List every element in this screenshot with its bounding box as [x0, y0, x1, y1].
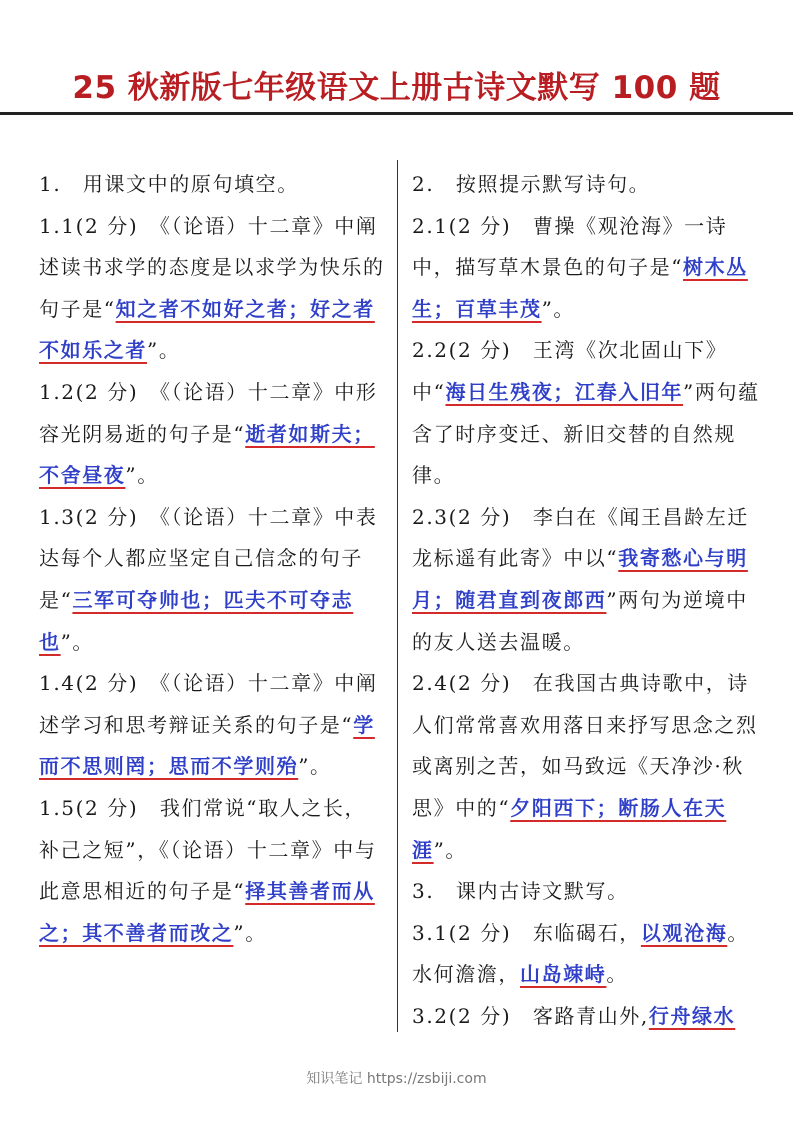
- question-2-2: [412, 330, 760, 496]
- question-2-1-answer: 树木丛生；百草丰茂: [412, 255, 748, 321]
- question-1-1-answer: 知之者不如好之者；好之者不如乐之者: [39, 296, 375, 363]
- question-3-1: [412, 913, 760, 996]
- question-1-1: [39, 206, 385, 372]
- title-underline-rule: [0, 112, 793, 115]
- question-2-3-suffix: ”两句为逆境中的友人送去温暖。: [412, 587, 748, 654]
- question-2-3: [412, 497, 760, 663]
- question-3-2-prompt: 3.2(2 分) 客路青山外,: [412, 1003, 649, 1028]
- question-1-4: [39, 663, 385, 788]
- column-divider: [397, 160, 398, 1032]
- question-3-1-answer-2: 山岛竦峙: [520, 962, 607, 987]
- question-3-1-prompt: 3.1(2 分) 东临碣石，: [412, 920, 641, 945]
- question-2-3-prompt: 2.3(2 分) 李白在《闻王昌龄左迁龙标遥有此寄》中以“: [412, 504, 749, 571]
- question-1-3: [39, 497, 385, 663]
- section-3-heading: 3. 课内古诗文默写。: [412, 879, 629, 904]
- right-column: [412, 164, 760, 1037]
- question-2-4-prompt: 2.4(2 分) 在我国古典诗歌中，诗人们常常喜欢用落日来抒写思念之烈或离别之苦，如马致远《天净沙·秋思》中的“: [412, 671, 758, 820]
- question-2-4: [412, 663, 760, 871]
- left-column: [39, 164, 385, 954]
- question-1-1-suffix: ”。: [147, 338, 181, 363]
- section-1-heading: 1. 用课文中的原句填空。: [39, 172, 299, 196]
- page-title: 25 秋新版七年级语文上册古诗文默写 100 题: [72, 70, 721, 106]
- question-1-2-answer: 逝者如斯夫；不舍昼夜: [39, 421, 375, 488]
- question-3-1-answer-1: 以观沧海: [640, 920, 728, 945]
- question-3-2-answer: 行舟绿水: [648, 1003, 736, 1028]
- question-1-1-prompt: 1.1(2 分) 《（论语）十二章》中阐述读书求学的态度是以求学为快乐的句子是“: [39, 213, 385, 321]
- question-1-2-suffix: ”。: [125, 463, 159, 488]
- footer-watermark: 知识笔记 https://zsbiji.com: [306, 1071, 487, 1087]
- question-2-1: [412, 206, 760, 331]
- question-1-5: [39, 788, 385, 954]
- question-2-2-prompt: 2.2(2 分) 王湾《次北固山下》中“: [412, 338, 728, 404]
- question-2-2-suffix: ”两句蕴含了时序变迁、新旧交替的自然规律。: [412, 379, 760, 488]
- question-2-3-answer: 我寄愁心与明月；随君直到夜郎西: [412, 546, 748, 612]
- question-1-4-answer: 学而不思则罔；思而不学则殆: [39, 712, 375, 779]
- question-2-1-suffix: ”。: [541, 296, 576, 321]
- question-2-2-answer: 海日生残夜；江春入旧年: [445, 379, 684, 404]
- question-1-5-suffix: ”。: [233, 920, 267, 945]
- question-2-1-prompt: 2.1(2 分) 曹操《观沧海》一诗中，描写草木景色的句子是“: [412, 213, 728, 280]
- question-1-3-answer: 三军可夺帅也；匹夫不可夺志也: [39, 587, 354, 654]
- question-1-5-answer: 择其善者而从之；其不善者而改之: [39, 879, 375, 945]
- question-1-4-suffix: ”。: [298, 754, 332, 779]
- question-2-4-suffix: ”。: [433, 837, 468, 862]
- question-1-2: [39, 372, 385, 497]
- question-3-2: [412, 996, 760, 1038]
- question-2-4-answer: 夕阳西下；断肠人在天涯: [412, 795, 727, 862]
- question-3-1-suffix: 。: [606, 962, 629, 987]
- question-1-2-prompt: 1.2(2 分) 《（论语）十二章》中形容光阴易逝的句子是“: [39, 379, 378, 446]
- question-1-5-prompt: 1.5(2 分) 我们常说“取人之长，补己之短”，《（论语）十二章》中与此意思相近的句子是“: [39, 795, 377, 904]
- question-1-4-prompt: 1.4(2 分) 《（论语）十二章》中阐述学习和思考辩证关系的句子是“: [39, 671, 378, 737]
- question-1-3-suffix: ”。: [60, 629, 95, 654]
- section-2-heading: 2. 按照提示默写诗句。: [412, 172, 651, 196]
- question-1-3-prompt: 1.3(2 分) 《（论语）十二章》中表达每个人都应坚定自己信念的句子是“: [39, 504, 378, 612]
- question-3-1-middle: 。水何澹澹，: [412, 920, 749, 987]
- page-header: [0, 62, 793, 114]
